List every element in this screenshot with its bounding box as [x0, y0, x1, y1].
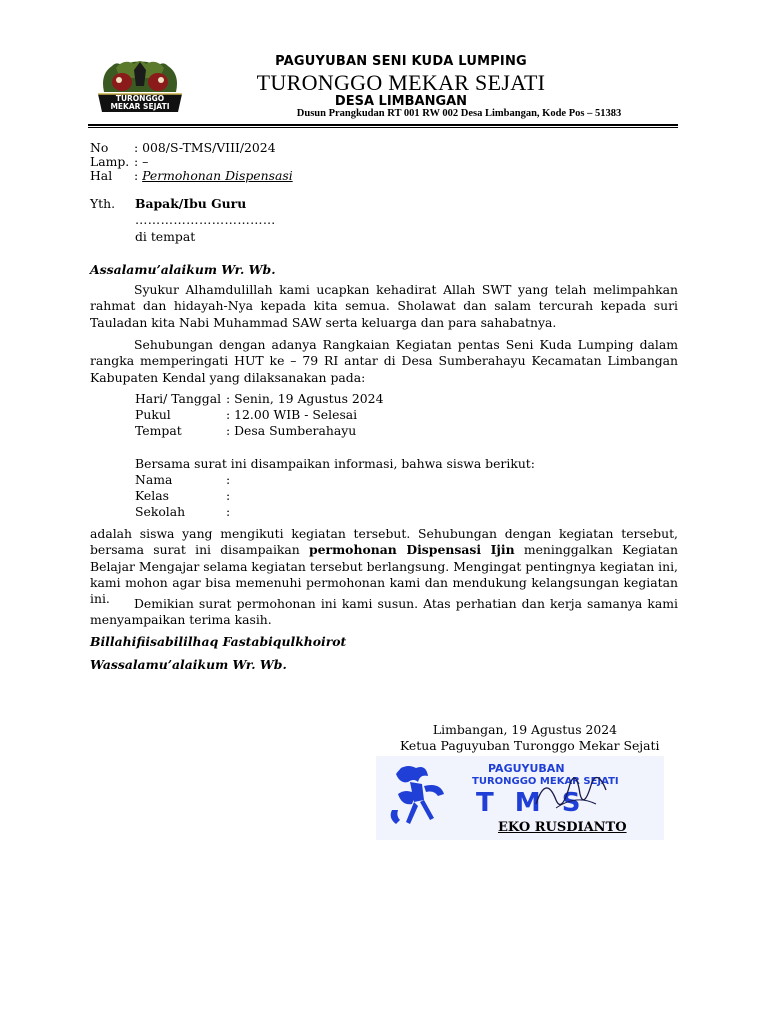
- dispensation-text-start: adalah siswa yang mengikuti kegiatan tersebut. Sehubungan dengan kegiatan tersebut, bersama surat ini disampaikan: [90, 526, 678, 558]
- organization-type: PAGUYUBAN SENI KUDA LUMPING: [275, 54, 527, 69]
- signatory-name: EKO RUSDIANTO: [498, 820, 627, 835]
- student-school-row: [135, 504, 230, 520]
- stamp-text-middle: TURONGGO MEKAR SEJATI: [472, 776, 619, 787]
- number-value: : 008/S-TMS/VIII/2024: [134, 140, 276, 155]
- subject-label: Hal: [90, 168, 113, 183]
- student-class-value: :: [226, 488, 231, 503]
- student-class-row: [135, 488, 230, 504]
- student-name-value: :: [226, 472, 231, 487]
- event-date-row: [135, 391, 383, 407]
- event-place-value: : Desa Sumberahayu: [226, 423, 357, 438]
- student-class-label: Kelas: [135, 488, 169, 503]
- recipient-place: di tempat: [135, 229, 196, 244]
- organization-name: TURONGGO MEKAR SEJATI: [256, 70, 546, 95]
- organization-address: Dusun Prangkudan RT 001 RW 002 Desa Limbangan, Kode Pos – 51383: [296, 108, 622, 119]
- stamp-text-top: PAGUYUBAN: [488, 762, 565, 775]
- stamp-text-initials: T M S: [476, 788, 587, 818]
- attachment-label: Lamp.: [90, 154, 130, 169]
- paragraph-opening: Syukur Alhamdulillah kami ucapkan kehadirat Allah SWT yang telah melimpahkan rahmat dan hidayah-Nya kepada kita semua. Sholawat dan salam tercurah kepada suri Tauladan kita Nabi Muhammad SAW serta keluarga dan para sahabatnya.: [90, 282, 678, 330]
- horse-dancer-icon: [384, 760, 454, 836]
- attachment-value: : –: [134, 154, 149, 169]
- student-school-label: Sekolah: [135, 504, 186, 519]
- event-place-row: [135, 423, 356, 439]
- closing-phrase: Billahifiisabililhaq Fastabiqulkhoirot: [90, 634, 347, 649]
- event-date-label: Hari/ Tanggal: [135, 391, 222, 406]
- letterhead-divider: [88, 124, 678, 126]
- opening-greeting: Assalamu’alaikum Wr. Wb.: [90, 262, 276, 277]
- signature-place-date: Limbangan, 19 Agustus 2024: [432, 722, 618, 737]
- paragraph-event-intro: Sehubungan dengan adanya Rangkaian Kegiatan pentas Seni Kuda Lumping dalam rangka memperingati HUT ke – 79 RI antar di Desa Sumberahayu Kecamatan Limbangan Kabupaten Kendal yang dilaksanakan pada:: [90, 337, 678, 385]
- event-date-value: : Senin, 19 Agustus 2024: [226, 391, 384, 406]
- recipient-salutation: Yth.: [90, 196, 116, 211]
- subject-value: Permohonan Dispensasi: [142, 168, 293, 183]
- recipient-dots: ……………………………: [135, 212, 276, 227]
- paragraph-closing: Demikian surat permohonan ini kami susun. Atas perhatian dan kerja samanya kami menyampaikan terima kasih.: [90, 596, 678, 628]
- event-time-label: Pukul: [135, 407, 171, 422]
- student-intro: Bersama surat ini disampaikan informasi, bahwa siswa berikut:: [135, 456, 535, 471]
- letter-subject: [90, 168, 293, 184]
- village-name: DESA LIMBANGAN: [334, 94, 468, 109]
- signature-title: Ketua Paguyuban Turonggo Mekar Sejati: [400, 738, 660, 753]
- dispensation-emphasis: permohonan Dispensasi Ijin: [309, 542, 515, 558]
- handwritten-signature-icon: [526, 764, 616, 824]
- letterhead-divider-thin: [88, 127, 678, 128]
- number-label: No: [90, 140, 109, 155]
- subject-colon: :: [134, 168, 143, 183]
- closing-greeting: Wassalamu’alaikum Wr. Wb.: [90, 657, 287, 672]
- recipient-name: Bapak/Ibu Guru: [135, 196, 247, 211]
- logo-caption: TURONGGO MEKAR SEJATI: [110, 94, 170, 111]
- event-place-label: Tempat: [135, 423, 182, 438]
- student-name-label: Nama: [135, 472, 173, 487]
- event-time-value: : 12.00 WIB - Selesai: [226, 407, 358, 422]
- dispensation-text-end: meninggalkan Kegiatan Belajar Mengajar selama kegiatan tersebut berlangsung. Mengingat pentingnya kegiatan ini, kami mohon agar bisa memenuhi permohonan kami dan mendukung kelangsungan kegiatan ini.: [90, 542, 679, 607]
- event-time-row: [135, 407, 357, 423]
- student-name-row: [135, 472, 230, 488]
- student-school-value: :: [226, 504, 231, 519]
